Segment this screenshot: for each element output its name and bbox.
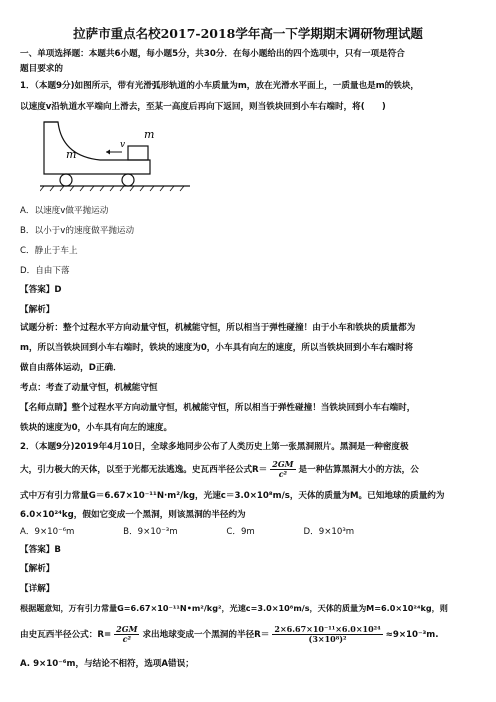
section-heading-line1: 一、单项选择题：本题共6小题，每小题5分，共30分．在每小题给出的四个选项中，只有一项是符合: [20, 49, 405, 59]
wheel-left: [60, 174, 72, 186]
q2-stem-line2-a: 大，引力极大的天体，以至于光都无法逃逸。史瓦西半径公式R＝: [20, 465, 268, 475]
q2-stem-line2: [20, 460, 419, 479]
calc-formula: [272, 625, 382, 644]
block-mass-label: m: [144, 128, 155, 141]
q1-stem-line2: 以速度v沿轨道水平端向上滑去，至某一高度后再向下返回，则当铁块回到小车右端时，将( ): [20, 102, 386, 112]
q2-options: [20, 526, 400, 538]
q1-option-b: B．以小于v的速度做平抛运动: [20, 226, 135, 236]
q1-analysis-line3: 做自由落体运动，D正确．: [20, 363, 122, 373]
q1-comment-line1: 【名师点睛】整个过程水平方向动量守恒，机械能守恒，所以相当于弹性碰撞！当铁块回到小车右端时，: [20, 403, 416, 413]
q1-point: 考点：考查了动量守恒，机械能守恒: [20, 383, 158, 393]
cart-mass-label: m: [66, 148, 77, 161]
q2-stem-line2-b: 是一种估算黑洞大小的方法，公: [298, 465, 419, 475]
q1-analysis-line1: 试题分析：整个过程水平方向动量守恒，机械能守恒，所以相当于弹性碰撞！由于小车和铁块的质量都为: [20, 323, 416, 333]
q1-option-d: D．自由下落: [20, 266, 70, 276]
q2-detail-line2-b: 求出地球变成一个黑洞的半径R＝: [142, 630, 270, 640]
schwarzschild-formula: [270, 460, 295, 479]
formula-numerator: 2GM: [272, 459, 294, 469]
q2-detail-line2: [20, 625, 439, 644]
q1-option-c: C．静止于车上: [20, 246, 78, 256]
q2-option-c: C．9m: [226, 527, 255, 537]
q1-stem-line1: [20, 80, 419, 92]
q2-analysis-label: 【解析】: [20, 564, 55, 574]
q1-analysis-line2: m，所以当铁块回到小车右端时，铁块的速度为0，小车具有向左的速度，所以当铁块回到小车右端时将: [20, 343, 414, 353]
q2-detail-line2-c: ≈9×10⁻³m.: [385, 630, 439, 640]
q1-comment-line2: 铁块的速度为0，小车具有向左的速度。: [20, 423, 173, 433]
detail-formula-denominator: c²: [122, 634, 131, 644]
q2-last-line: A. 9×10⁻⁶m，与结论不相符，选项A错误；: [20, 659, 194, 669]
q2-detail-line1: 根据题意知，万有引力常量G=6.67×10⁻¹¹N•m²/kg²，光速c=3.0×10⁸m/s，天体的质量为M=6.0×10²⁴kg，则: [20, 603, 448, 613]
formula-denominator: c²: [278, 469, 288, 479]
calc-denominator: (3×10⁸)²: [308, 634, 347, 644]
iron-block: [128, 146, 148, 160]
q2-stem-line4: 6.0×10²⁴kg，假如它变成一个黑洞，则该黑洞的半径约为: [20, 510, 246, 520]
q2-stem-line1: 2．（本题9分)2019年4月10日，全球多地同步公布了人类历史上第一张黑洞照片。黑洞是一种密度极: [20, 442, 409, 452]
q1-stem-text: 1．（本题9分)如图所示，带有光滑弧形轨道的小车质量为m，放在光滑水平面上，一质量也是m的铁块，: [20, 81, 420, 91]
q2-detail-label: 【详解】: [20, 584, 55, 594]
q1-answer: 【答案】D: [20, 285, 62, 295]
wheel-right: [122, 174, 134, 186]
detail-formula-numerator: 2GM: [116, 624, 138, 634]
q1-analysis-label: 【解析】: [20, 305, 55, 315]
q2-option-a: A．9×10⁻⁶m: [20, 527, 75, 537]
cart-track-figure: [40, 116, 200, 192]
q2-detail-line2-a: 由史瓦西半径公式：R=: [20, 630, 112, 640]
section-heading-line2: 题目要求的: [20, 64, 63, 74]
q2-option-d: D．9×10³m: [303, 527, 355, 537]
q2-stem-line3: 式中万有引力常量G＝6.67×10⁻¹¹N·m²/kg，光速c＝3.0×10⁸m/s，天体的质量为M。已知地球的质量约为: [20, 491, 445, 501]
velocity-label: v: [120, 140, 126, 150]
page-title: 拉萨市重点名校2017-2018学年高一下学期期末调研物理试题: [73, 26, 423, 41]
detail-formula: [114, 625, 139, 644]
q2-option-b: B．9×10⁻³m: [123, 527, 178, 537]
calc-numerator: 2×6.67×10⁻¹¹×6.0×10²⁴: [274, 624, 381, 634]
q1-option-a: A．以速度v做平抛运动: [20, 206, 109, 216]
q2-answer: 【答案】B: [20, 545, 61, 555]
